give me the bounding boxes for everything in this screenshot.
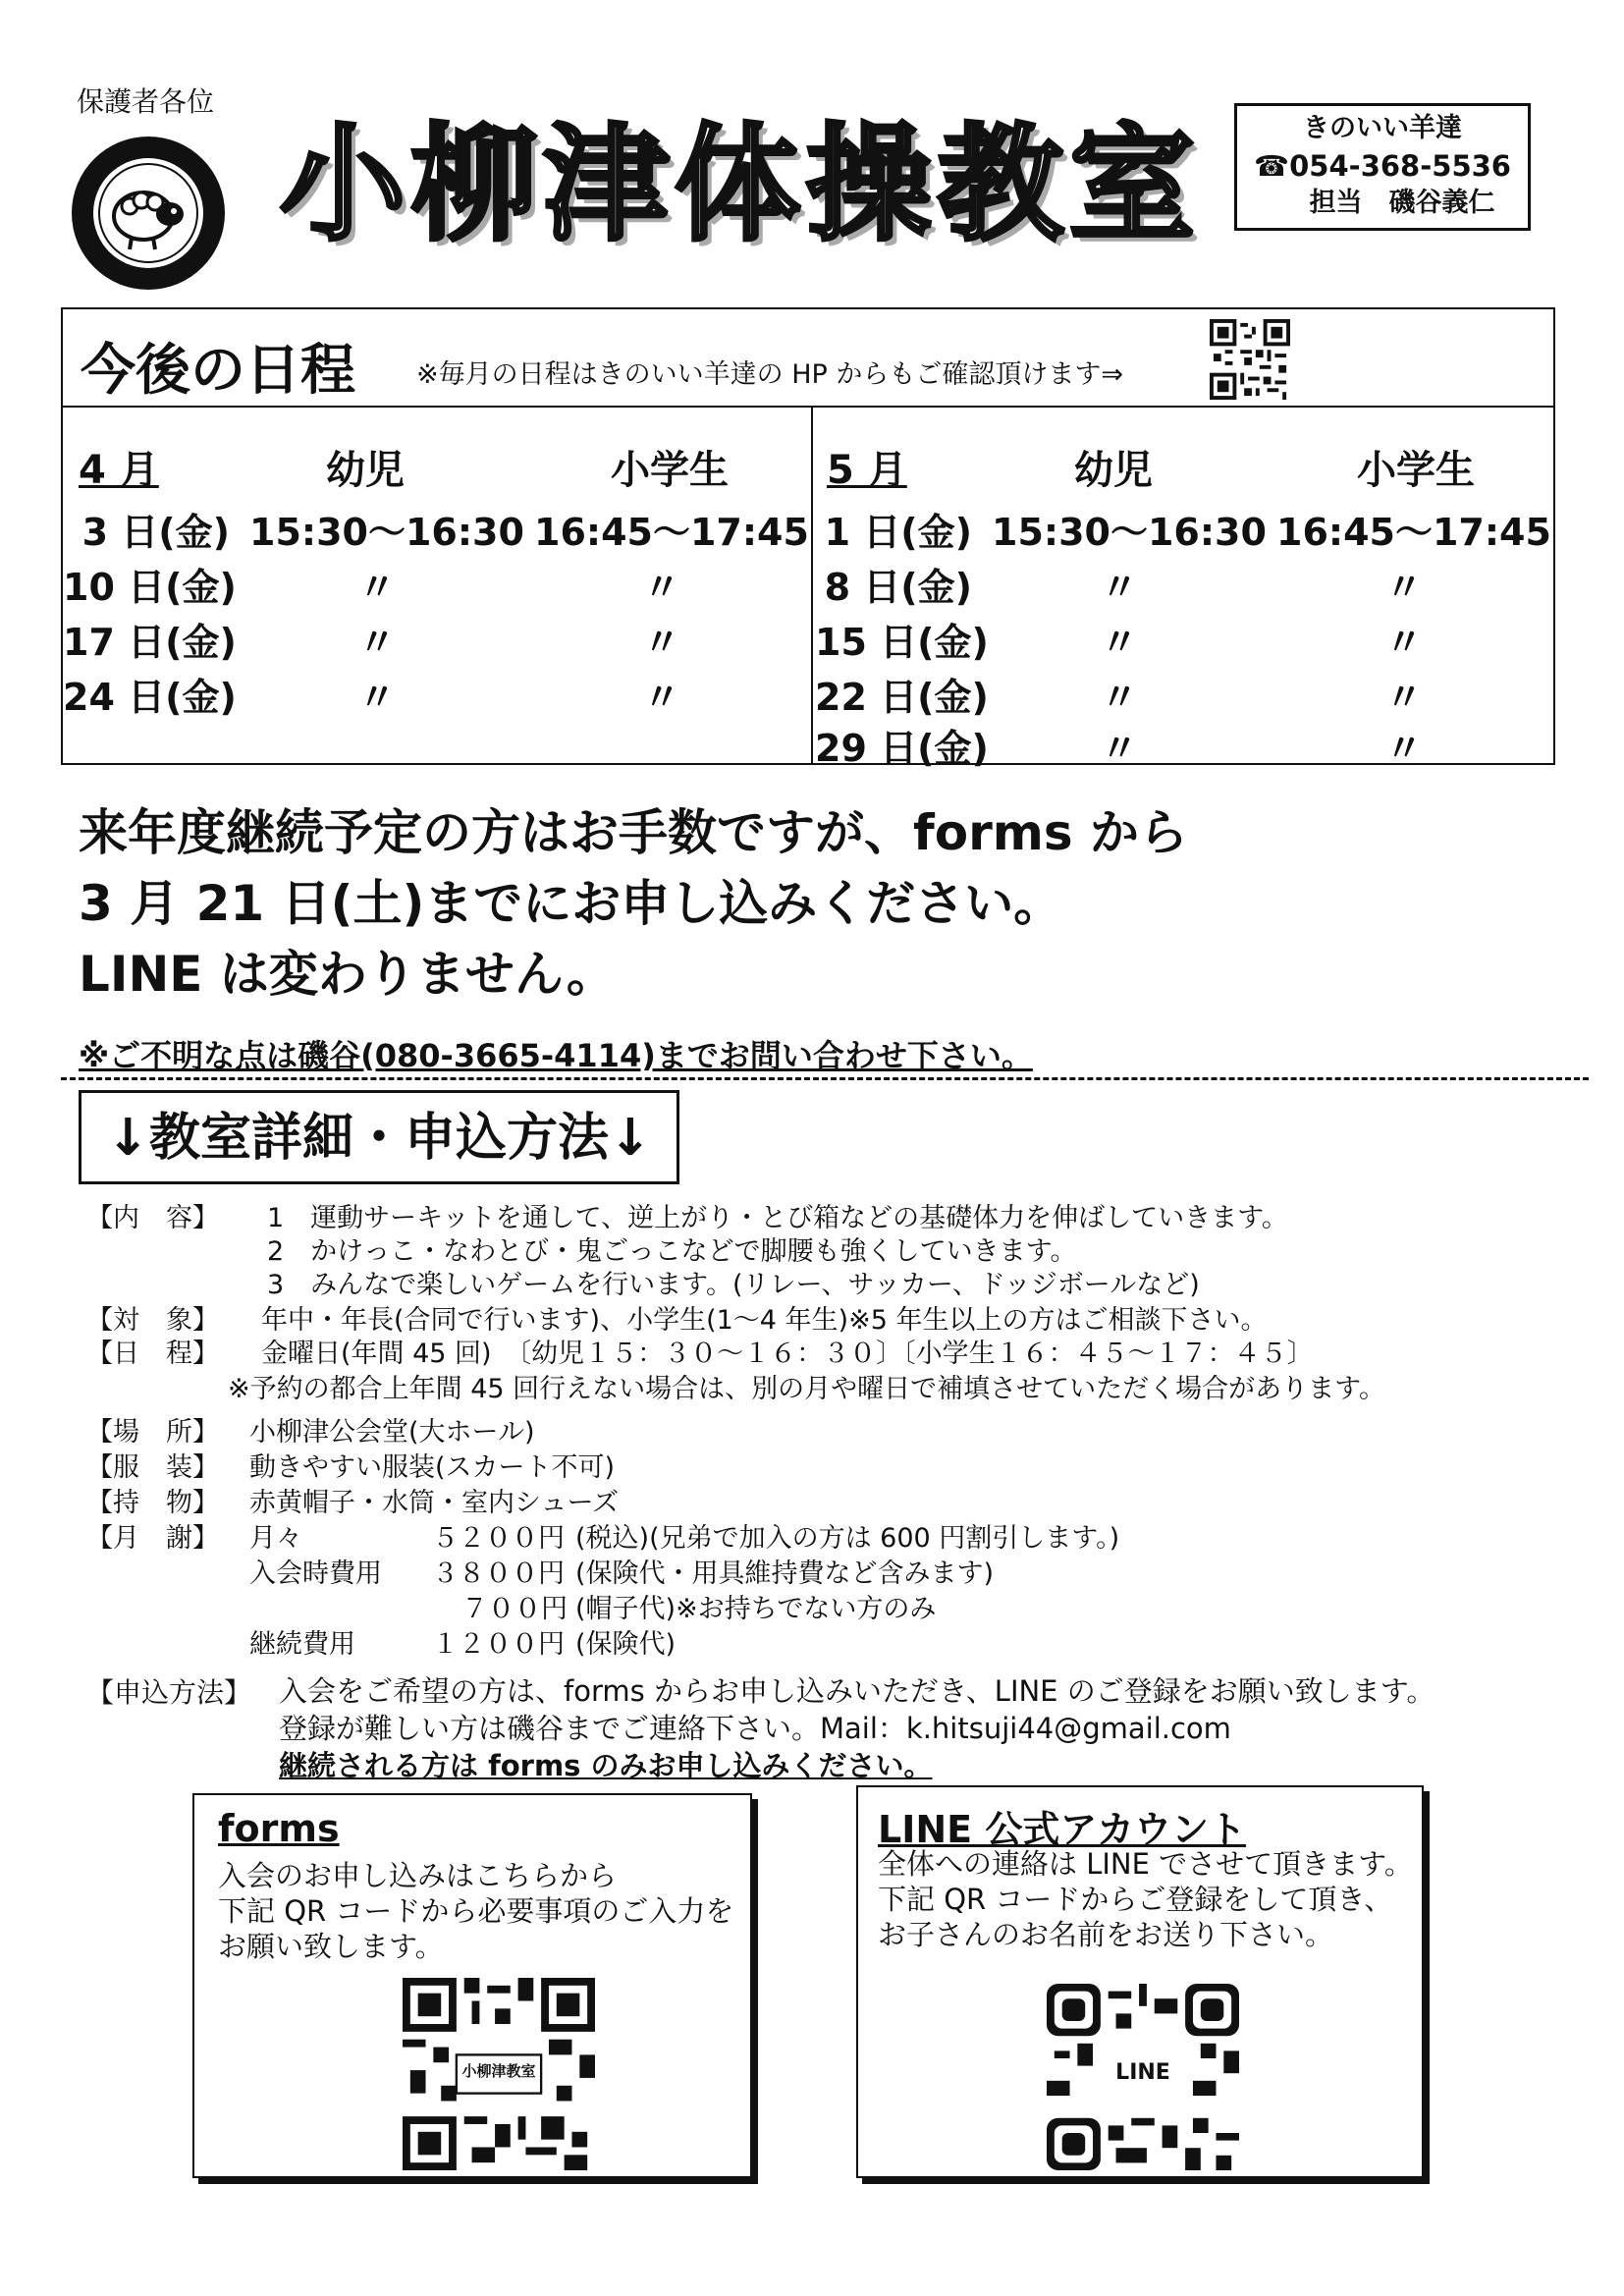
clothes-label: 【服 装】 xyxy=(86,1452,219,1483)
schedule-row: 3 日(金) 15:30～16:30 16:45～17:45 xyxy=(81,511,809,554)
clothes-value: 動きやすい服装(スカート不可) xyxy=(249,1452,616,1483)
month-may: 5 月 xyxy=(827,448,907,493)
org-name: きのいい羊達 xyxy=(1303,113,1462,143)
schedule-row: 1 日(金) 15:30～16:30 16:45～17:45 xyxy=(824,511,1551,554)
forms-line: 下記 QR コードから必要事項のご入力を xyxy=(218,1894,734,1928)
line-text: 下記 QR コードからご登録をして頂き、 xyxy=(878,1883,1393,1916)
col-elementary-april: 小学生 xyxy=(611,448,729,493)
month-april: 4 月 xyxy=(79,448,159,493)
forms-box xyxy=(192,1793,752,2178)
apply-line-1: 入会をご希望の方は、forms からお申し込みいただき、LINE のご登録をお願い致します。 xyxy=(279,1674,1435,1708)
schedule-row: 15 日(金) 〃 〃 xyxy=(815,621,1423,664)
details-title: ↓教室詳細・申込方法↓ xyxy=(79,1090,679,1184)
fee-note: (帽子代)※お持ちでない方のみ xyxy=(575,1594,937,1624)
schedule-box xyxy=(61,307,1555,770)
line-qr-code[interactable] xyxy=(1047,1984,1239,2170)
schedule-row: 10 日(金) 〃 〃 xyxy=(63,566,680,609)
apply-label: 【申込方法】 xyxy=(86,1676,252,1709)
schedule-header xyxy=(63,309,1553,408)
schedule-value: 金曜日(年間 45 回) 〔幼児１５：３０～１６：３０〕〔小学生１６：４５～１７：４５〕 xyxy=(261,1339,1314,1369)
col-infant-april: 幼児 xyxy=(326,448,405,493)
notice-line-3: LINE は変わりません。 xyxy=(79,946,616,1003)
fee-amount: ３８００円 xyxy=(432,1558,565,1589)
recipient-text: 保護者各位 xyxy=(77,85,215,118)
fee-name: 月々 xyxy=(249,1523,302,1554)
forms-title: forms xyxy=(218,1807,340,1850)
apply-line-3: 継続される方は forms のみお申し込みください。 xyxy=(279,1749,933,1782)
content-item: 3 みんなで楽しいゲームを行います。(リレー、サッカー、ドッジボールなど) xyxy=(267,1270,1200,1300)
place-value: 小柳津公会堂(大ホール) xyxy=(249,1417,535,1448)
forms-qr-code[interactable] xyxy=(403,1978,595,2170)
apply-line-2: 登録が難しい方は磯谷までご連絡下さい。Mail：k.hitsuji44@gmail.com xyxy=(279,1712,1231,1745)
column-divider xyxy=(811,406,813,765)
fee-note: (税込)(兄弟で加入の方は 600 円割引します。) xyxy=(575,1523,1120,1554)
items-label: 【持 物】 xyxy=(86,1488,219,1518)
schedule-label: 【日 程】 xyxy=(86,1339,219,1369)
fee-note: (保険代) xyxy=(575,1629,677,1660)
content-item: 2 かけっこ・なわとび・鬼ごっこなどで脚腰も強くしていきます。 xyxy=(267,1236,1077,1267)
phone-number: ☎054-368-5536 xyxy=(1254,149,1511,183)
schedule-note: ※予約の都合上年間 45 回行えない場合は、別の月や曜日で補填させていただく場合があります。 xyxy=(228,1374,1385,1404)
inquiry-note: ※ご不明な点は磯谷(080-3665-4114)までお問い合わせ下さい。 xyxy=(79,1037,1033,1074)
fee-amount: １２００円 xyxy=(432,1629,565,1660)
contact-box xyxy=(1234,103,1531,231)
col-infant-may: 幼児 xyxy=(1074,448,1153,493)
target-value: 年中・年長(合同で行います)、小学生(1～4 年生)※5 年生以上の方はご相談下さい。 xyxy=(261,1305,1268,1336)
fee-name: 継続費用 xyxy=(249,1629,355,1660)
page-title: 小柳津体操教室 xyxy=(280,112,1202,258)
fee-name: 入会時費用 xyxy=(249,1558,382,1589)
person-in-charge: 担当 磯谷義仁 xyxy=(1309,188,1495,218)
fee-amount: ７００円 xyxy=(461,1594,568,1624)
schedule-row: 24 日(金) 〃 〃 xyxy=(63,676,680,719)
schedule-row: 8 日(金) 〃 〃 xyxy=(824,566,1423,609)
fee-amount: ５２００円 xyxy=(432,1523,565,1554)
schedule-row: 17 日(金) 〃 〃 xyxy=(63,621,680,664)
dashed-divider xyxy=(61,1077,1589,1080)
sheep-logo-icon xyxy=(69,134,228,293)
schedule-row: 22 日(金) 〃 〃 xyxy=(815,676,1423,719)
line-title: LINE 公式アカウント xyxy=(878,1808,1246,1851)
fee-label: 【月 謝】 xyxy=(86,1523,219,1554)
col-elementary-may: 小学生 xyxy=(1357,448,1475,493)
schedule-note: ※毎月の日程はきのいい羊達の HP からもご確認頂けます⇒ xyxy=(416,359,1123,390)
line-text: 全体への連絡は LINE でさせて頂きます。 xyxy=(878,1847,1413,1881)
notice-line-1: 来年度継続予定の方はお手数ですが、forms から xyxy=(79,804,1189,861)
schedule-row: 29 日(金) 〃 〃 xyxy=(815,727,1423,770)
line-text: お子さんのお名前をお送り下さい。 xyxy=(878,1918,1334,1951)
line-account-box xyxy=(856,1785,1424,2178)
content-label: 【内 容】 xyxy=(86,1203,219,1233)
content-item: 1 運動サーキットを通して、逆上がり・とび箱などの基礎体力を伸ばしていきます。 xyxy=(267,1203,1288,1233)
forms-line: お願い致します。 xyxy=(218,1930,444,1963)
schedule-title: 今後の日程 xyxy=(81,339,355,403)
fee-note: (保険代・用具維持費など含みます) xyxy=(575,1558,995,1589)
line-qr-label: LINE xyxy=(1115,2060,1170,2085)
forms-line: 入会のお申し込みはこちらから xyxy=(218,1859,618,1892)
notice-line-2: 3 月 21 日(土)までにお申し込みください。 xyxy=(79,875,1063,932)
forms-qr-label: 小柳津教室 xyxy=(461,2062,536,2080)
target-label: 【対 象】 xyxy=(86,1305,219,1336)
place-label: 【場 所】 xyxy=(86,1417,219,1448)
homepage-qr-code-icon[interactable] xyxy=(1210,319,1290,400)
items-value: 赤黄帽子・水筒・室内シューズ xyxy=(249,1488,620,1518)
